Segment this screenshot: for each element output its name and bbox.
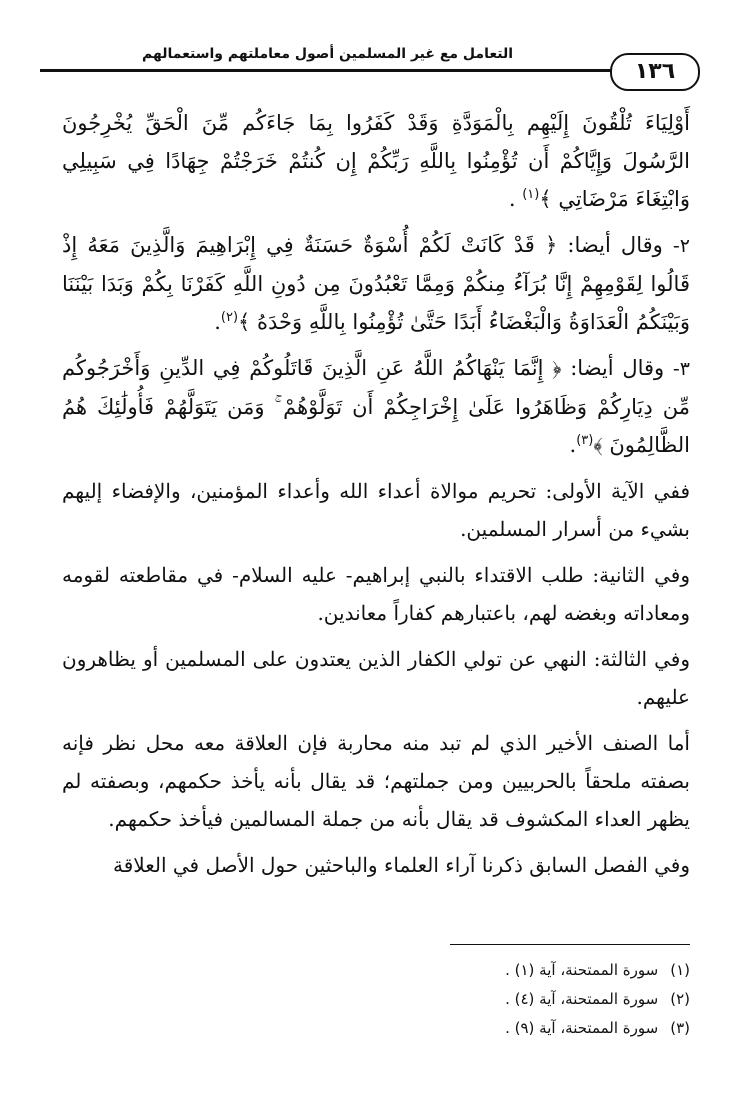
page-body xyxy=(62,104,690,884)
footnote-separator xyxy=(450,944,690,945)
list-item-2 xyxy=(62,226,690,341)
item-3-number: ٣- xyxy=(672,358,690,380)
page-number-badge: ١٣٦ xyxy=(610,53,700,91)
item-3-quote: إِنَّمَا يَنْهَاكُمُ اللَّهُ عَنِ الَّذِينَ قَاتَلُوكُمْ فِي الدِّينِ وَأَخْرَجُوكُم مِّن دِيَارِكُمْ وَظَاهَرُوا عَلَىٰ إِخْرَاجِكُمْ أَن تَوَلَّوْهُمْ ۚ وَمَن يَتَوَلَّهُمْ فَأُولَٰئِكَ هُمُ الظَّالِمُونَ ﴾ xyxy=(62,356,690,457)
item-2-end: . xyxy=(214,310,221,334)
item-2-number: ٢- xyxy=(672,235,690,257)
paragraph-third-verse: وفي الثالثة: النهي عن تولي الكفار الذين يعتدون على المسلمين أو يظاهرون عليهم. xyxy=(62,647,690,709)
paragraph-second-verse: وفي الثانية: طلب الاقتداء بالنبي إبراهيم- عليه السلام- في مقاطعته لقومه ومعاداته وبغضه لهم، باعتبارهم كفاراً معاندين. xyxy=(62,563,690,625)
footnote-ref-3: (٣) xyxy=(576,433,594,448)
paragraph-last-category: أما الصنف الأخير الذي لم تبد منه محاربة فإن العلاقة معه محل نظر فإنه بصفته ملحقاً بالحربيين ومن جملتهم؛ قد يقال بأنه يأخذ حكمهم، وبصفته لم يظهر العداء المكشوف قد يقال بأنه من جملة المسالمين فيأخذ حكمهم. xyxy=(62,731,690,831)
footnote-ref-1: (١) xyxy=(522,187,540,202)
list-item-3 xyxy=(62,349,690,464)
footnote-number: (١) xyxy=(670,961,690,979)
quote-1-end: . xyxy=(508,187,523,211)
footnote-text: سورة الممتحنة، آية (٤) . xyxy=(505,990,659,1008)
header-rule xyxy=(40,69,620,72)
footnotes xyxy=(300,956,690,1043)
item-3-end: . xyxy=(569,433,577,457)
paragraph-first-verse: ففي الآية الأولى: تحريم موالاة أعداء الله وأعداء المؤمنين، والإفضاء إليهم بشيء من أسرار المسلمين. xyxy=(62,479,690,541)
item-2-quote: قَدْ كَانَتْ لَكُمْ أُسْوَةٌ حَسَنَةٌ فِي إِبْرَاهِيمَ وَالَّذِينَ مَعَهُ إِذْ قَالُوا لِقَوْمِهِمْ إِنَّا بُرَآءُ مِنكُمْ وَمِمَّا تَعْبُدُونَ مِن دُونِ اللَّهِ كَفَرْنَا بِكُمْ وَبَدَا بَيْنَنَا وَبَيْنَكُمُ الْعَدَاوَةُ وَالْبَغْضَاءُ أَبَدًا حَتَّىٰ تُؤْمِنُوا بِاللَّهِ وَحْدَهُ ﴾ xyxy=(62,233,690,334)
footnote-text: سورة الممتحنة، آية (٩) . xyxy=(505,1019,659,1037)
paragraph-previous-chapter: وفي الفصل السابق ذكرنا آراء العلماء والباحثين حول الأصل في العلاقة xyxy=(113,853,690,877)
item-2-intro: وقال أيضا: ﴿ xyxy=(534,233,673,257)
quran-quote-1 xyxy=(62,104,690,218)
footnote-ref-2: (٢) xyxy=(220,310,239,325)
item-3-intro: وقال أيضا: ﴿ xyxy=(543,356,673,380)
footnote-item xyxy=(300,985,690,1014)
running-header-title: التعامل مع غير المسلمين أصول معاملتهم واستعمالهم xyxy=(141,46,514,62)
footnote-text: سورة الممتحنة، آية (١) . xyxy=(505,961,659,979)
footnote-number: (٣) xyxy=(670,1019,690,1037)
quote-1-text: أَوْلِيَاءَ تُلْقُونَ إِلَيْهِم بِالْمَوَدَّةِ وَقَدْ كَفَرُوا بِمَا جَاءَكُم مِّنَ الْحَقِّ يُخْرِجُونَ الرَّسُولَ وَإِيَّاكُمْ أَن تُؤْمِنُوا بِاللَّهِ رَبِّكُمْ إِن كُنتُمْ خَرَجْتُمْ جِهَادًا فِي سَبِيلِي وَابْتِغَاءَ مَرْضَاتِي ﴾ xyxy=(62,111,690,211)
footnote-item xyxy=(300,1014,690,1043)
footnote-item xyxy=(300,956,690,985)
footnote-number: (٢) xyxy=(670,990,690,1008)
